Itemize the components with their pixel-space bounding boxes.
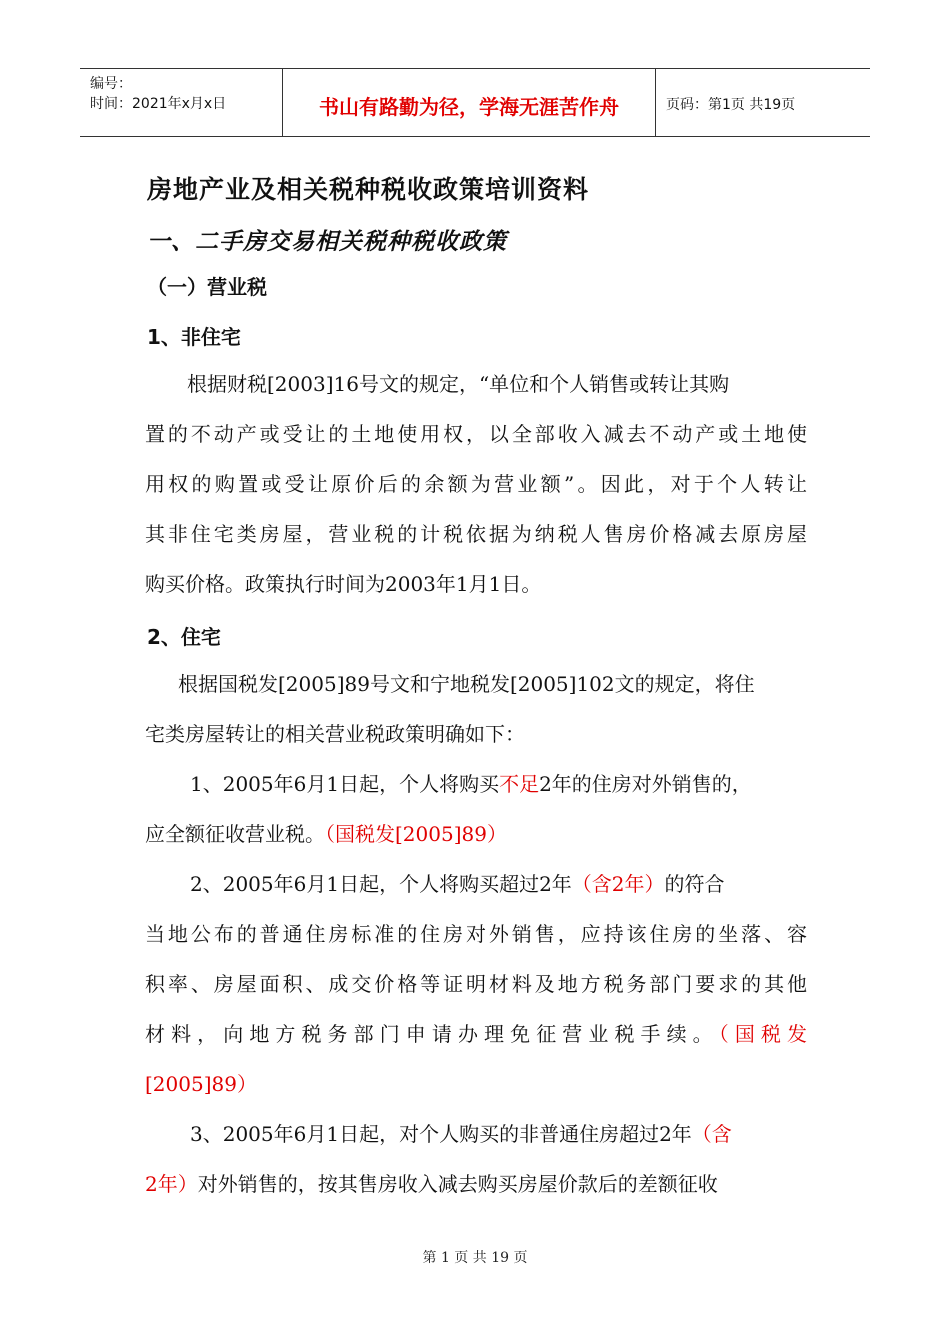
red-highlight: （含2年） bbox=[571, 872, 665, 896]
red-citation: （国税发[2005]89） bbox=[325, 822, 507, 846]
red-highlight: 不足 bbox=[499, 772, 540, 796]
para1-line: 用权的购置或受让原价后的余额为营业额”。因此，对于个人转让 bbox=[145, 472, 807, 496]
section-title: 一、二手房交易相关税种税收政策 bbox=[147, 229, 507, 255]
rule1-line1: 1、2005年6月1日起，个人将购买不足2年的住房对外销售的， bbox=[190, 772, 752, 796]
page-info: 页码：第1页 共19页 bbox=[666, 97, 796, 113]
item-title-residential: 2、住宅 bbox=[147, 625, 221, 649]
rule3-line1: 3、2005年6月1日起，对个人购买的非普通住房超过2年（含 bbox=[190, 1122, 732, 1146]
number-label: 编号： bbox=[90, 76, 132, 92]
rule2-line4: 材料，向地方税务部门申请办理免征营业税手续。（国税发 bbox=[145, 1022, 808, 1046]
red-highlight: （含 bbox=[691, 1122, 732, 1146]
para2-line: 宅类房屋转让的相关营业税政策明确如下： bbox=[145, 722, 525, 746]
rule2-line2: 当地公布的普通住房标准的住房对外销售，应持该住房的坐落、容 bbox=[145, 922, 807, 946]
rule1-line2: 应全额征收营业税。（国税发[2005]89） bbox=[145, 822, 507, 846]
rule3-line2: 2年）对外销售的，按其售房收入减去购买房屋价款后的差额征收 bbox=[145, 1172, 718, 1196]
para1-line: 根据财税[2003]16号文的规定，“单位和个人销售或转让其购 bbox=[187, 372, 730, 396]
para1-line: 置的不动产或受让的土地使用权，以全部收入减去不动产或土地使 bbox=[145, 422, 807, 446]
para2-line: 根据国税发[2005]89号文和宁地税发[2005]102文的规定，将住 bbox=[178, 672, 755, 696]
para1-line: 购买价格。政策执行时间为2003年1月1日。 bbox=[145, 572, 542, 596]
red-highlight: 2年） bbox=[145, 1172, 198, 1196]
rule2-line5: [2005]89） bbox=[145, 1072, 257, 1096]
header-table bbox=[80, 68, 870, 137]
subsection-title: （一）营业税 bbox=[147, 275, 267, 299]
document-title: 房地产业及相关税种税收政策培训资料 bbox=[147, 175, 590, 204]
header-cell-meta bbox=[80, 69, 283, 136]
red-citation: （国税发 bbox=[718, 1022, 808, 1046]
header-cell-motto bbox=[283, 69, 656, 136]
page-footer: 第 1 页 共 19 页 bbox=[422, 1250, 528, 1266]
motto: 书山有路勤为径，学海无涯苦作舟 bbox=[319, 95, 619, 119]
rule2-line1: 2、2005年6月1日起，个人将购买超过2年（含2年）的符合 bbox=[190, 872, 725, 896]
rule2-line3: 积率、房屋面积、成交价格等证明材料及地方税务部门要求的其他 bbox=[145, 972, 807, 996]
header-cell-page bbox=[656, 69, 870, 136]
para1-line: 其非住宅类房屋，营业税的计税依据为纳税人售房价格减去原房屋 bbox=[145, 522, 807, 546]
item-title-nonresidential: 1、非住宅 bbox=[147, 325, 241, 349]
date-label: 时间：2021年x月x日 bbox=[90, 96, 227, 112]
